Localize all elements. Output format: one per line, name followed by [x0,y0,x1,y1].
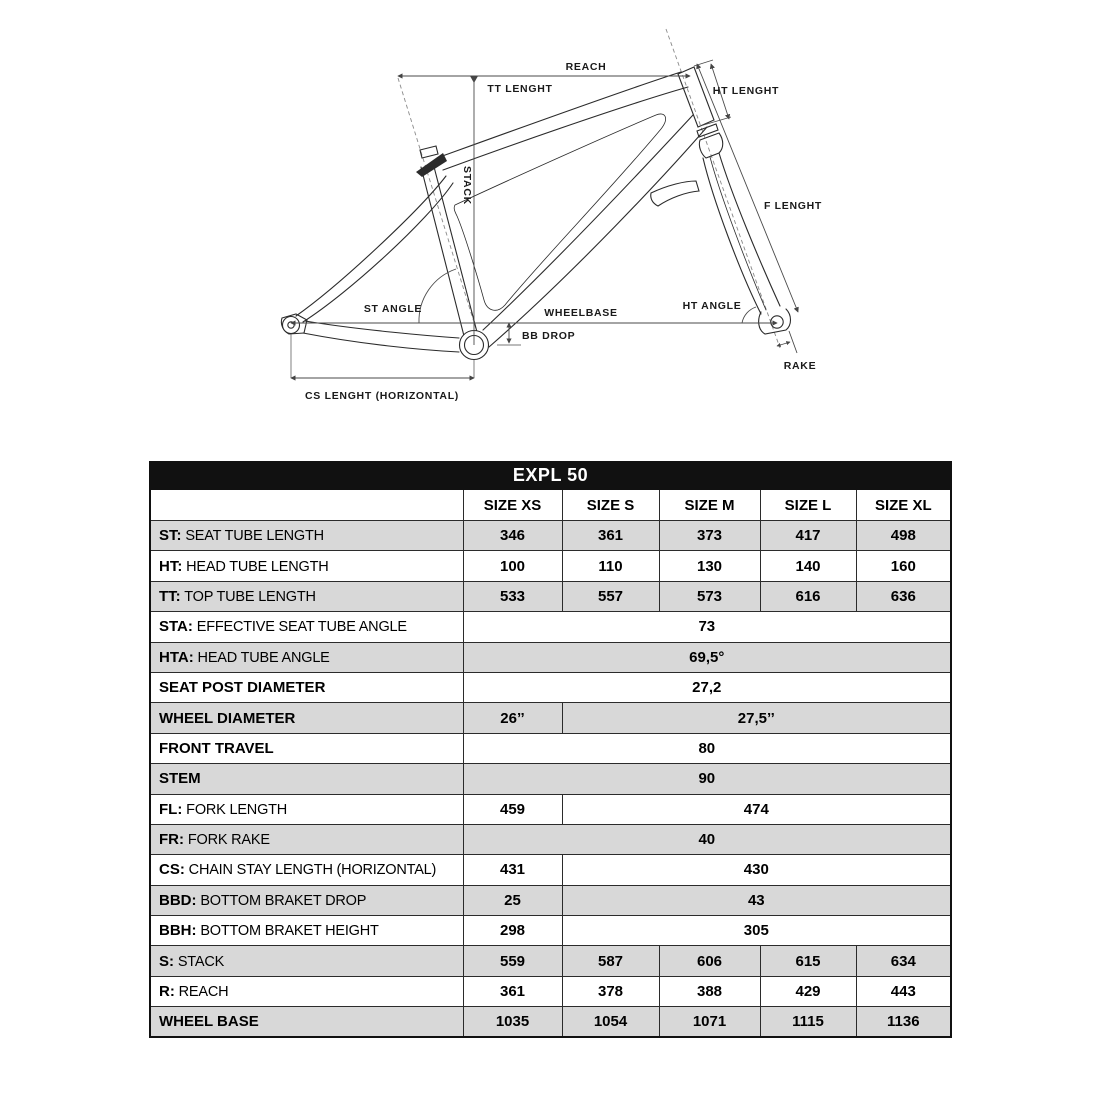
f-length-dim-line [697,64,798,312]
title-row [150,462,951,489]
row-label: TT: TOP TUBE LENGTH [150,581,463,611]
row-label: STEM [150,764,463,794]
value-cell: 140 [760,551,856,581]
value-cell: 615 [760,946,856,976]
value-cell: 298 [463,916,562,946]
bike-geometry-svg [0,0,1100,450]
row-label: FL: FORK LENGTH [150,794,463,824]
value-cell: 559 [463,946,562,976]
seat-clamp [420,146,438,158]
table-row [150,764,951,794]
value-cell: 27,5’’ [562,703,951,733]
value-cell: 100 [463,551,562,581]
bb-drop-label: BB DROP [522,330,576,342]
tt-length-label: TT LENGHT [487,83,553,95]
rake-label: RAKE [783,360,817,372]
row-label: ST: SEAT TUBE LENGTH [150,521,463,551]
value-cell: 90 [463,764,951,794]
size-header-m: SIZE M [659,489,760,521]
row-label: BBH: BOTTOM BRAKET HEIGHT [150,916,463,946]
bike-geometry-diagram [0,0,1100,450]
wheelbase-label: WHEELBASE [544,307,618,319]
value-cell: 378 [562,976,659,1006]
value-cell: 27,2 [463,672,951,702]
value-cell: 587 [562,946,659,976]
table-row [150,551,951,581]
value-cell: 346 [463,521,562,551]
ht-angle-arc [742,307,756,323]
value-cell: 305 [562,916,951,946]
value-cell: 43 [562,885,951,915]
value-cell: 498 [856,521,951,551]
table-row [150,794,951,824]
rake-parallel-line [789,331,797,353]
ht-angle-label: HT ANGLE [682,300,742,312]
value-cell: 1115 [760,1007,856,1037]
value-cell: 40 [463,824,951,854]
size-header-xl: SIZE XL [856,489,951,521]
value-cell: 110 [562,551,659,581]
value-cell: 73 [463,612,951,642]
row-label: WHEEL DIAMETER [150,703,463,733]
table-title: EXPL 50 [150,462,951,489]
down-tube-upper [483,115,693,330]
row-label: SEAT POST DIAMETER [150,672,463,702]
row-label: HTA: HEAD TUBE ANGLE [150,642,463,672]
table-row [150,946,951,976]
rear-axle [283,317,300,334]
reach-label: REACH [565,61,607,73]
row-label: STA: EFFECTIVE SEAT TUBE ANGLE [150,612,463,642]
table-row [150,976,951,1006]
value-cell: 606 [659,946,760,976]
value-cell: 417 [760,521,856,551]
chainstay-upper [305,321,459,338]
value-cell: 443 [856,976,951,1006]
value-cell: 636 [856,581,951,611]
geometry-table-body [150,521,951,1038]
table-row [150,703,951,733]
value-cell: 130 [659,551,760,581]
fork-blade-right-edge [719,153,780,306]
table-row [150,885,951,915]
table-row [150,612,951,642]
value-cell: 430 [562,855,951,885]
table-row [150,521,951,551]
f-length-label: F LENGHT [763,200,823,212]
st-angle-arc [419,269,456,323]
size-header-xs: SIZE XS [463,489,562,521]
table-row [150,672,951,702]
rake-dim-arrows [777,342,790,346]
value-cell: 1136 [856,1007,951,1037]
ht-length-label: HT LENGHT [712,85,780,97]
fork-blade-left-edge [703,158,761,314]
row-label: R: REACH [150,976,463,1006]
value-cell: 69,5° [463,642,951,672]
table-row [150,855,951,885]
row-label: S: STACK [150,946,463,976]
stack-label: STACK [461,166,473,205]
top-tube-lower [443,87,688,170]
table-row [150,642,951,672]
value-cell: 557 [562,581,659,611]
value-cell: 388 [659,976,760,1006]
value-cell: 429 [760,976,856,1006]
table-row [150,824,951,854]
value-cell: 80 [463,733,951,763]
value-cell: 634 [856,946,951,976]
value-cell: 1071 [659,1007,760,1037]
value-cell: 573 [659,581,760,611]
cs-ext-lines [291,334,474,378]
value-cell: 616 [760,581,856,611]
fork-arch [651,181,699,206]
value-cell: 160 [856,551,951,581]
size-header-s: SIZE S [562,489,659,521]
row-label: HT: HEAD TUBE LENGTH [150,551,463,581]
seat-stay-upper [296,176,446,316]
front-axle [771,316,783,328]
row-label: CS: CHAIN STAY LENGTH (HORIZONTAL) [150,855,463,885]
value-cell: 431 [463,855,562,885]
st-angle-label: ST ANGLE [363,303,423,315]
table-row [150,916,951,946]
row-label: FRONT TRAVEL [150,733,463,763]
table-row [150,1007,951,1037]
size-header-row [150,489,951,521]
value-cell: 1035 [463,1007,562,1037]
row-label: FR: FORK RAKE [150,824,463,854]
row-label: BBD: BOTTOM BRAKET DROP [150,885,463,915]
corner-cell [150,489,463,521]
value-cell: 26’’ [463,703,562,733]
size-header-l: SIZE L [760,489,856,521]
table-row [150,581,951,611]
cs-length-label: CS LENGHT (HORIZONTAL) [304,390,460,402]
row-label: WHEEL BASE [150,1007,463,1037]
value-cell: 361 [463,976,562,1006]
value-cell: 459 [463,794,562,824]
value-cell: 533 [463,581,562,611]
value-cell: 361 [562,521,659,551]
seat-tube-rear-edge [421,167,464,336]
value-cell: 25 [463,885,562,915]
value-cell: 474 [562,794,951,824]
geometry-table [149,461,952,1038]
value-cell: 1054 [562,1007,659,1037]
seat-cluster-wedge [416,153,447,177]
value-cell: 373 [659,521,760,551]
fork-blade-inner-line [710,157,766,310]
table-row [150,733,951,763]
